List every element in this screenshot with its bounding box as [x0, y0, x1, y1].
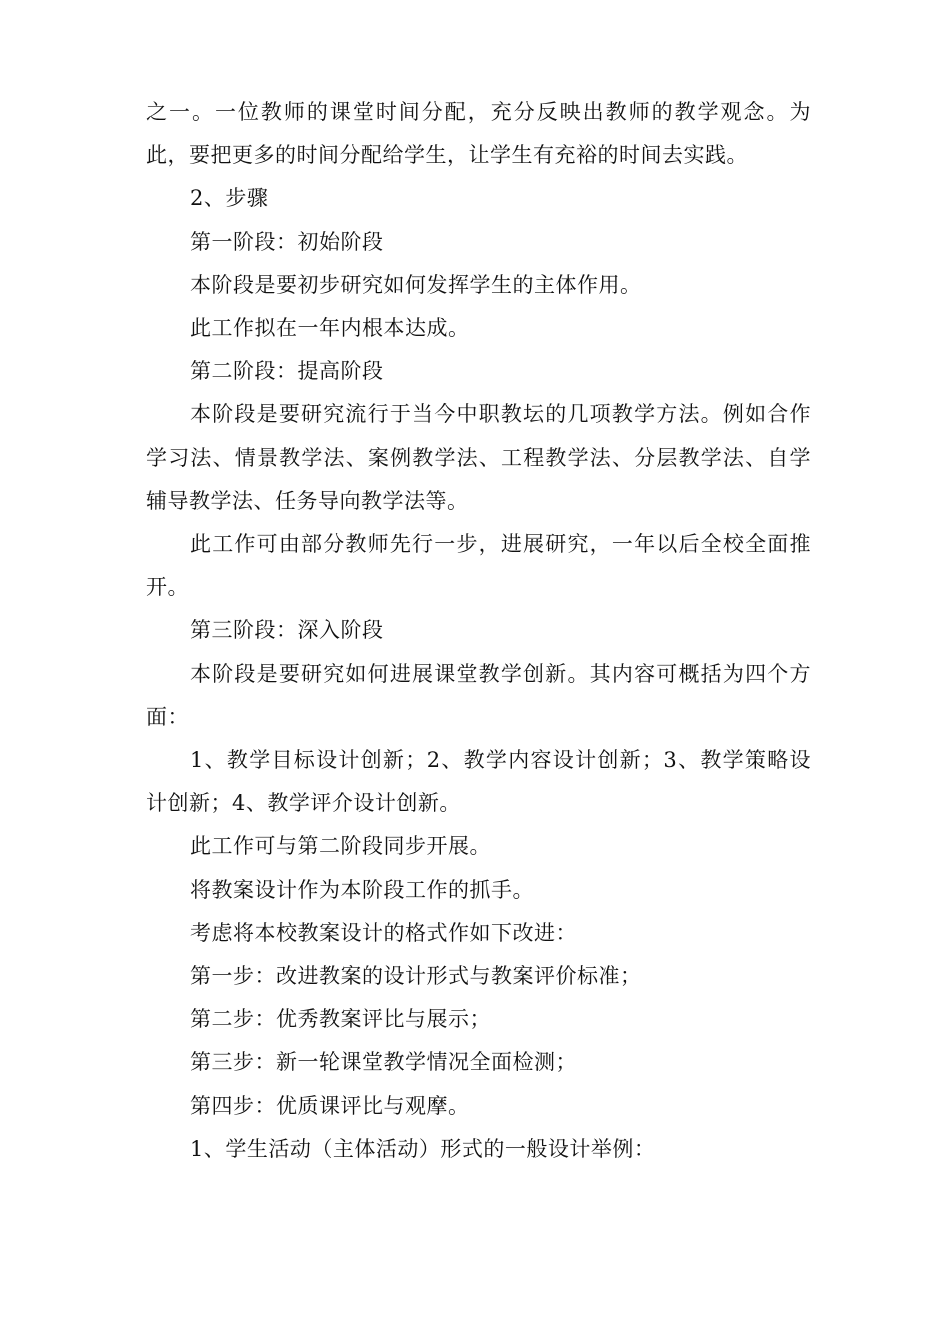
- paragraph: 本阶段是要初步研究如何发挥学生的主体作用。: [190, 272, 642, 297]
- paragraph: 此工作可与第二阶段同步开展。: [190, 834, 491, 859]
- paragraph: 此工作拟在一年内根本达成。: [190, 316, 470, 341]
- paragraph: 第一阶段：初始阶段: [190, 229, 384, 254]
- paragraph: 本阶段是要研究流行于当今中职教坛的几项教学方法。例如合作学习法、情景教学法、案例教学法、工程教学法、分层教学法、自学辅导教学法、任务导向教学法等。: [146, 402, 811, 513]
- paragraph: 1、教学目标设计创新；2、教学内容设计创新；3、教学策略设计创新；4、教学评介设计创新。: [146, 748, 811, 816]
- paragraph: 考虑将本校教案设计的格式作如下改进：: [190, 920, 577, 945]
- paragraph: 本阶段是要研究如何进展课堂教学创新。其内容可概括为四个方面：: [146, 661, 811, 729]
- paragraph: 1、学生活动（主体活动）形式的一般设计举例：: [190, 1136, 656, 1161]
- paragraph: 将教案设计作为本阶段工作的抓手。: [190, 877, 534, 902]
- paragraph: 之一。一位教师的课堂时间分配，充分反映出教师的教学观念。为此，要把更多的时间分配给学生，让学生有充裕的时间去实践。: [146, 100, 811, 168]
- document-body: [146, 91, 811, 1171]
- paragraph: 第一步：改进教案的设计形式与教案评价标准；: [190, 964, 642, 989]
- paragraph: 第四步：优质课评比与观摩。: [190, 1093, 470, 1118]
- paragraph: 第二步：优秀教案评比与展示；: [190, 1007, 491, 1032]
- paragraph: 2、步骤: [190, 186, 269, 211]
- paragraph: 第三阶段：深入阶段: [190, 618, 384, 643]
- paragraph: 第三步：新一轮课堂教学情况全面检测；: [190, 1050, 577, 1075]
- paragraph: 第二阶段：提高阶段: [190, 359, 384, 384]
- paragraph: 此工作可由部分教师先行一步，进展研究，一年以后全校全面推开。: [146, 532, 811, 600]
